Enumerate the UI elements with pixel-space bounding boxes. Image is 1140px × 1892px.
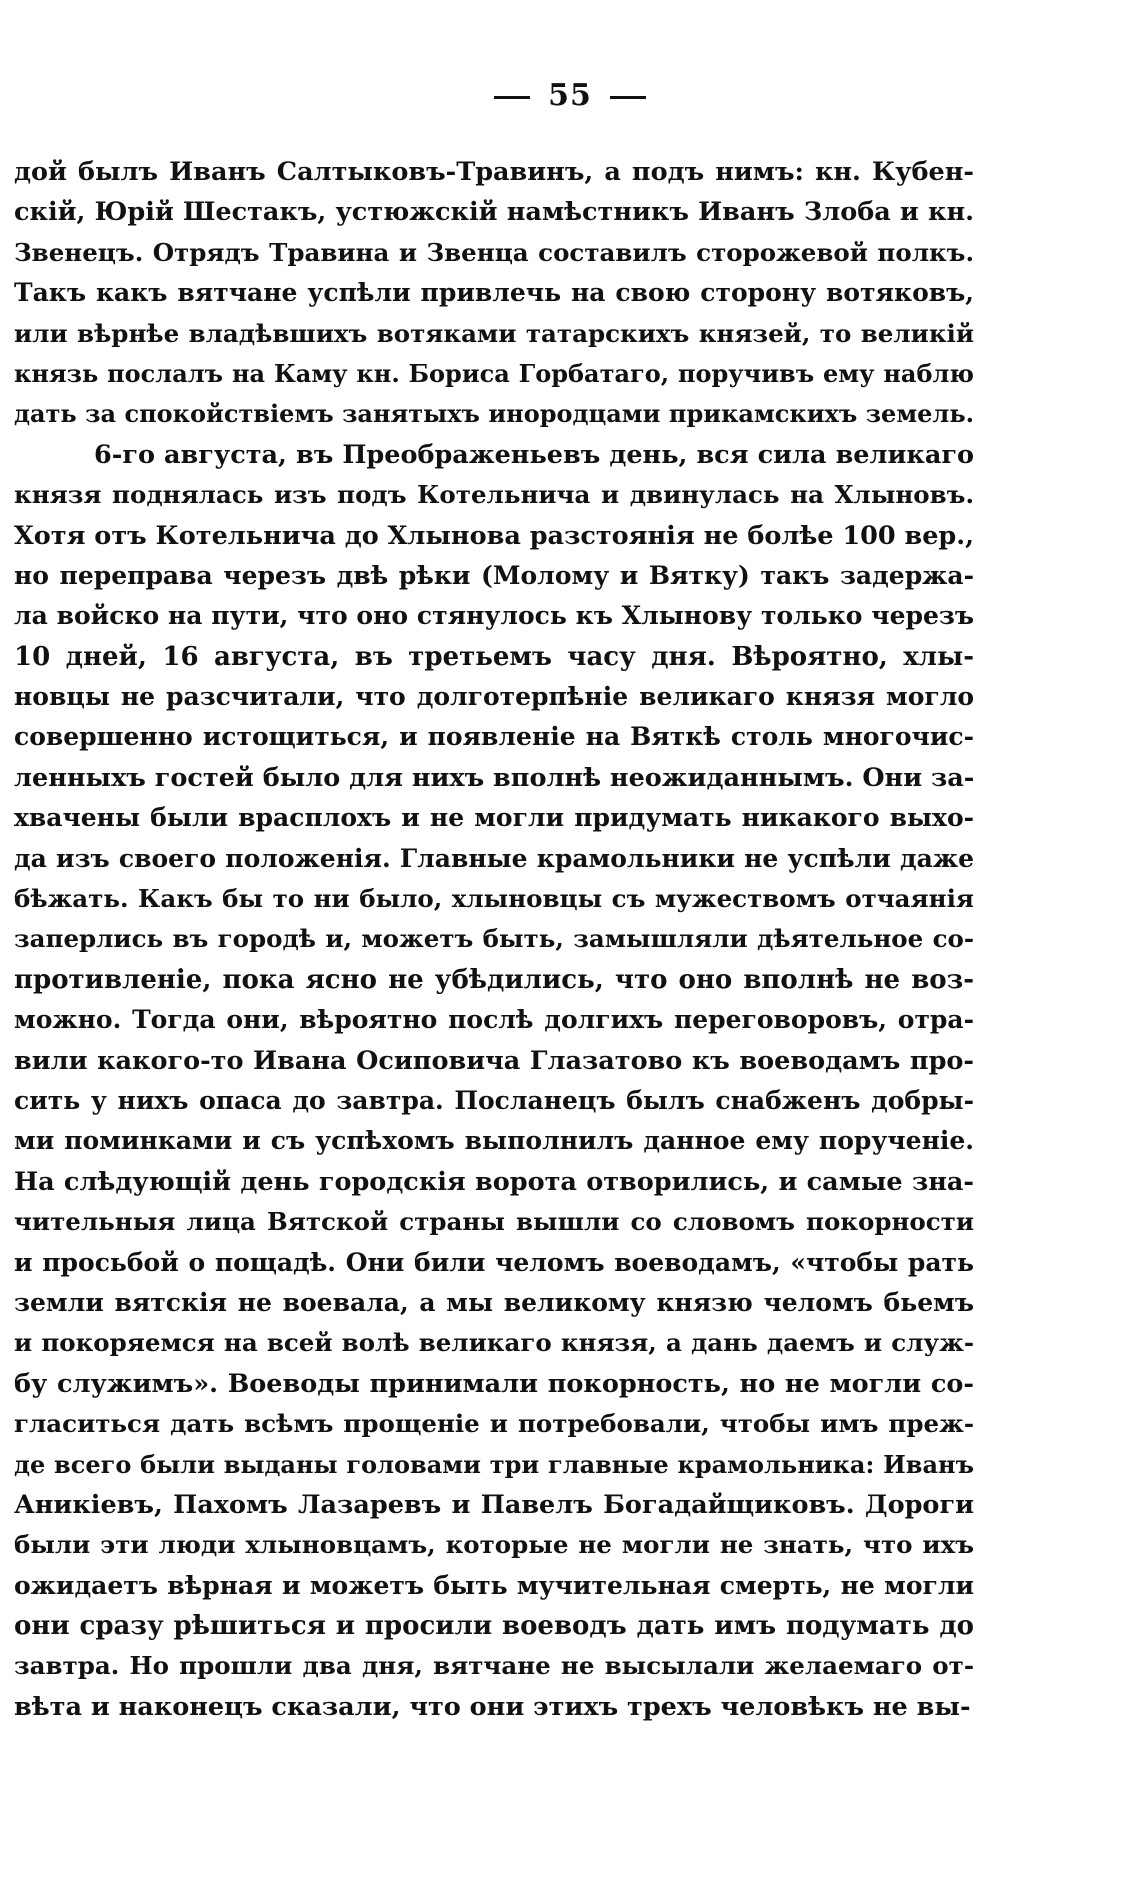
text-line: На слѣдующій день городскія ворота отворились, и самые зна- [14, 1166, 974, 1197]
text-line: Звенецъ. Отрядъ Травина и Звенца составилъ сторожевой полкъ. [14, 237, 974, 267]
text-line: де всего были выданы головами три главные крамольника: Иванъ [14, 1449, 974, 1479]
text-line: новцы не разсчитали, что долготерпѣніе великаго князя могло [14, 682, 974, 712]
text-line: и просьбой о пощадѣ. Они били челомъ воеводамъ, «чтобы рать [14, 1247, 974, 1277]
text-line: 6-го августа, въ Преображеньевъ день, вся сила великаго [94, 439, 974, 470]
right-dash [610, 96, 646, 99]
text-line: дой былъ Иванъ Салтыковъ-Травинъ, а подъ нимъ: кн. Кубен- [14, 157, 974, 187]
text-line: гласиться дать всѣмъ прощеніе и потребовали, чтобы имъ преж- [14, 1409, 974, 1439]
text-line: были эти люди хлыновцамъ, которые не могли не знать, что ихъ [14, 1530, 974, 1560]
text-line: вѣта и наконецъ сказали, что они этихъ трехъ человѣкъ не вы- [14, 1691, 971, 1722]
text-line: они сразу рѣшиться и просили воеводъ дать имъ подумать до [14, 1611, 974, 1642]
text-line: заперлись въ городѣ и, можетъ быть, замышляли дѣятельное со- [14, 924, 974, 954]
text-line: ленныхъ гостей было для нихъ вполнѣ неожиданнымъ. Они за- [14, 762, 975, 793]
text-line: Хотя отъ Котельнича до Хлынова разстоянія не болѣе 100 вер., [14, 520, 975, 551]
text-line: хвачены были врасплохъ и не могли придумать никакого выхо- [14, 803, 974, 833]
text-line: князя поднялась изъ подъ Котельнича и двинулась на Хлыновъ. [14, 480, 974, 510]
text-line: Аникіевъ, Пахомъ Лазаревъ и Павелъ Богадайщиковъ. Дороги [14, 1489, 974, 1520]
text-line: земли вятскія не воевала, а мы великому князю челомъ бьемъ [14, 1287, 974, 1317]
left-dash [494, 96, 530, 99]
text-line: можно. Тогда они, вѣроятно послѣ долгихъ переговоровъ, отра- [14, 1005, 974, 1035]
text-line: ми поминками и съ успѣхомъ выполнилъ данное ему порученіе. [14, 1126, 974, 1156]
text-line: и покоряемся на всей волѣ великаго князя, а дань даемъ и служ- [14, 1328, 974, 1358]
text-line: князь послалъ на Каму кн. Бориса Горбатаго, поручивъ ему наблю [14, 358, 974, 388]
text-line: Такъ какъ вятчане успѣли привлечь на свою сторону вотяковъ, [14, 278, 974, 308]
text-line: да изъ своего положенія. Главные крамольники не успѣли даже [14, 843, 974, 873]
text-line: чительныя лица Вятской страны вышли со словомъ покорности [14, 1207, 974, 1237]
text-line: бѣжать. Какъ бы то ни было, хлыновцы съ мужествомъ отчаянія [14, 884, 974, 914]
body-text [14, 152, 974, 1727]
text-line: вили какого-то Ивана Осиповича Глазатово къ воеводамъ про- [14, 1045, 974, 1076]
text-line: завтра. Но прошли два дня, вятчане не высылали желаемаго от- [14, 1651, 974, 1681]
text-line: бу служимъ». Воеводы принимали покорность, но не могли со- [14, 1368, 974, 1399]
page-number: 55 [548, 78, 592, 113]
text-line: дать за спокойствіемъ занятыхъ инородцами прикамскихъ земель. [14, 399, 974, 429]
text-line: 10 дней, 16 августа, въ третьемъ часу дня. Вѣроятно, хлы- [14, 641, 974, 672]
text-line: ожидаетъ вѣрная и можетъ быть мучительная смерть, не могли [14, 1570, 974, 1600]
text-line: скій, Юрій Шестакъ, устюжскій намѣстникъ Иванъ Злоба и кн. [14, 197, 974, 228]
text-line: ла войско на пути, что оно стянулось къ Хлынову только черезъ [14, 601, 974, 631]
text-line: совершенно истощиться, и появленіе на Вяткѣ столь многочис- [14, 722, 974, 752]
text-line: противленіе, пока ясно не убѣдились, что оно вполнѣ не воз- [14, 964, 974, 995]
text-line: или вѣрнѣе владѣвшихъ вотяками татарскихъ князей, то великій [14, 318, 974, 348]
text-line: но переправа черезъ двѣ рѣки (Молому и Вятку) такъ задержа- [14, 560, 974, 590]
page-number-header [0, 78, 1140, 113]
text-line: сить у нихъ опаса до завтра. Посланецъ былъ снабженъ добры- [14, 1085, 974, 1115]
